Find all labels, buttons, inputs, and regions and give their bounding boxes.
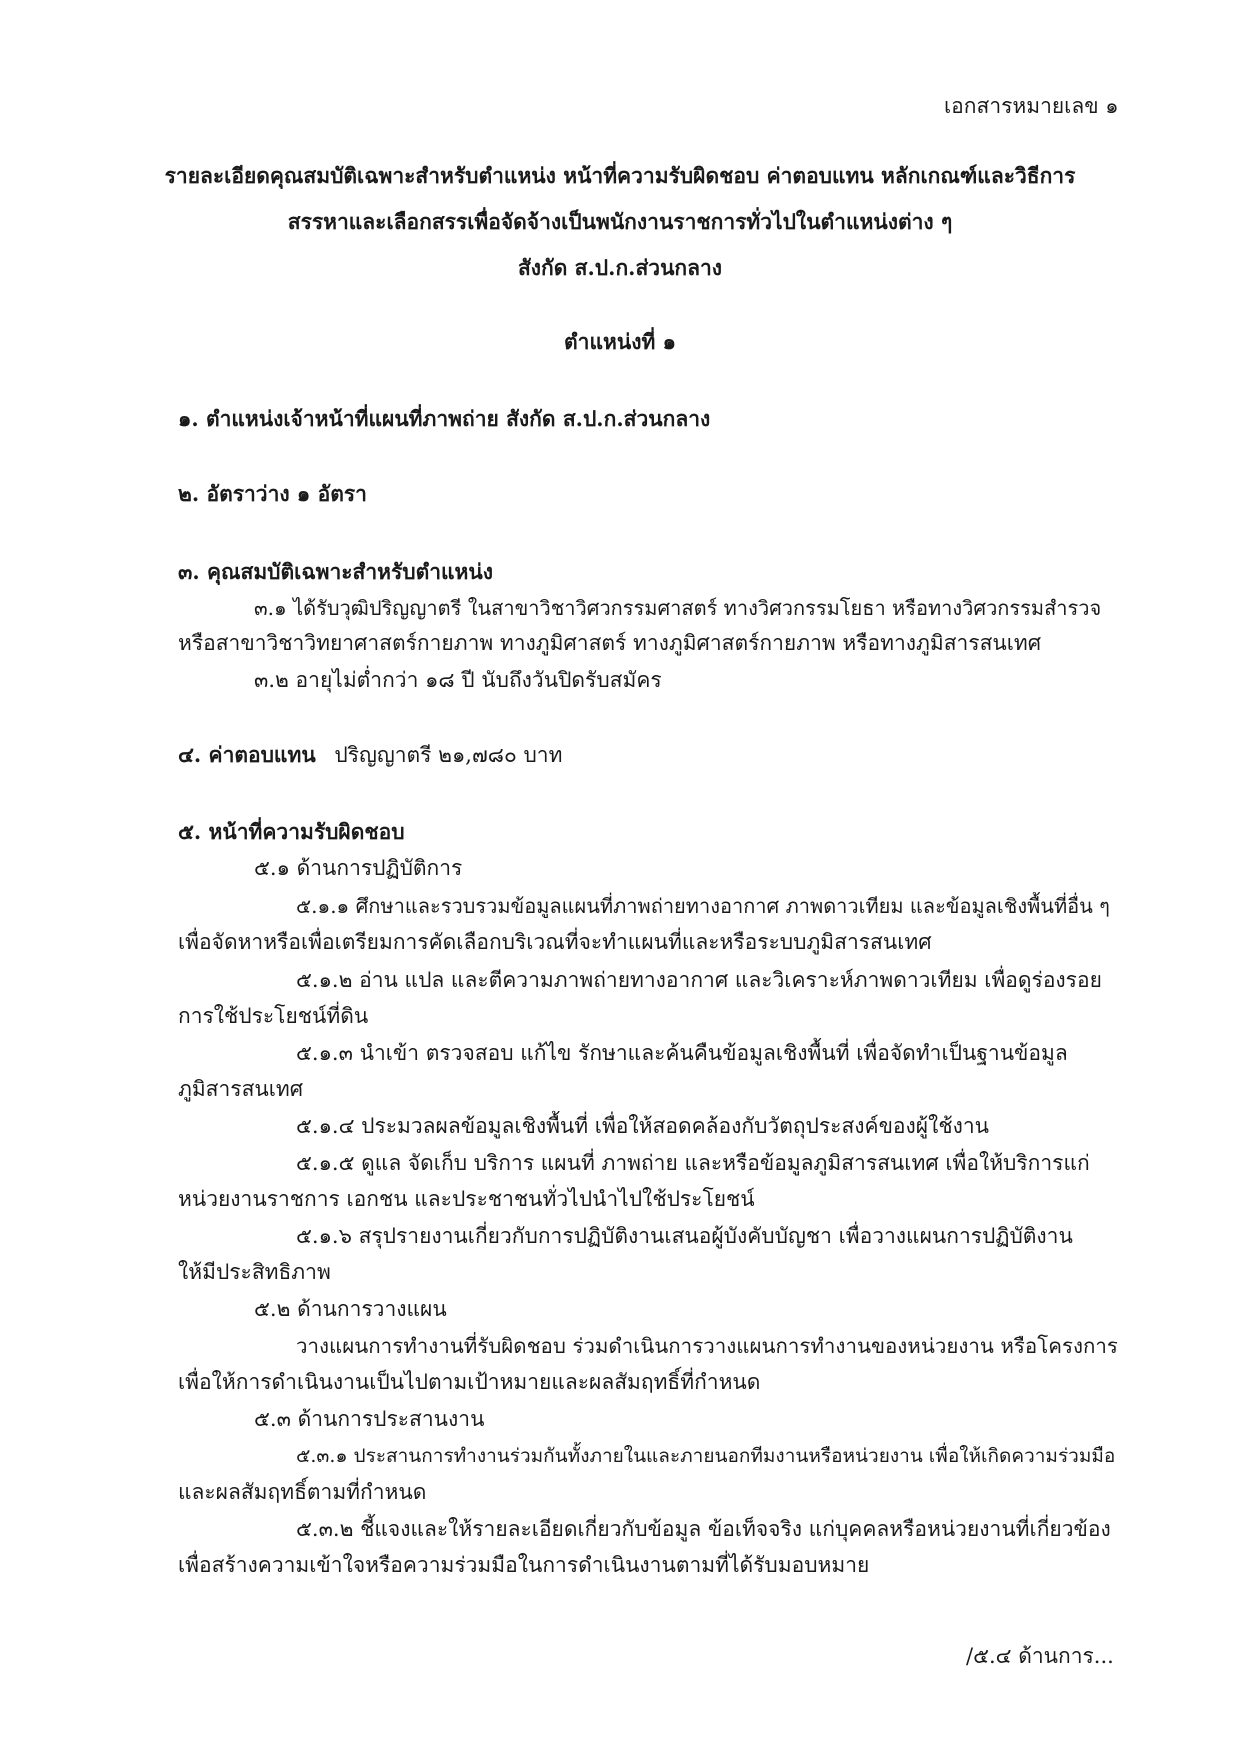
document-number: เอกสารหมายเลข ๑: [944, 94, 1119, 118]
item-5-1-6-line-1: ๕.๑.๖ สรุปรายงานเกี่ยวกับการปฏิบัติงานเสนอผู้บังคับบัญชา เพื่อวางแผนการปฏิบัติงาน: [296, 1224, 1073, 1248]
item-5-1-6-line-2: ให้มีประสิทธิภาพ: [178, 1260, 331, 1284]
section-1-position: ๑. ตำแหน่งเจ้าหน้าที่แผนที่ภาพถ่าย สังกัด ส.ป.ก.ส่วนกลาง: [178, 406, 711, 431]
planning-line-2: เพื่อให้การดำเนินงานเป็นไปตามเป้าหมายและผลสัมฤทธิ์ที่กำหนด: [178, 1370, 761, 1394]
section-4-value: ปริญญาตรี ๒๑,๗๘๐ บาท: [334, 743, 563, 767]
section-3-1-line-1: ๓.๑ ได้รับวุฒิปริญญาตรี ในสาขาวิชาวิศวกรรมศาสตร์ ทางวิศวกรรมโยธา หรือทางวิศวกรรมสำรวจ: [254, 596, 1102, 620]
position-heading: ตำแหน่งที่ ๑: [564, 329, 676, 354]
section-5-heading: ๕. หน้าที่ความรับผิดชอบ: [178, 819, 405, 844]
section-5-1-heading: ๕.๑ ด้านการปฏิบัติการ: [254, 856, 463, 880]
item-5-3-2-line-1: ๕.๓.๒ ชี้แจงและให้รายละเอียดเกี่ยวกับข้อมูล ข้อเท็จจริง แก่บุคคลหรือหน่วยงานที่เกี่ยวข้อง: [296, 1517, 1111, 1541]
item-5-1-1-line-1: ๕.๑.๑ ศึกษาและรวบรวมข้อมูลแผนที่ภาพถ่ายทางอากาศ ภาพดาวเทียม และข้อมูลเชิงพื้นที่อื่น ๆ: [296, 894, 1110, 918]
item-5-1-5-line-1: ๕.๑.๕ ดูแล จัดเก็บ บริการ แผนที่ ภาพถ่าย และหรือข้อมูลภูมิสารสนเทศ เพื่อให้บริการแก่: [296, 1151, 1090, 1175]
title-line-2: สรรหาและเลือกสรรเพื่อจัดจ้างเป็นพนักงานราชการทั่วไปในตำแหน่งต่าง ๆ: [287, 209, 953, 234]
item-5-1-5-line-2: หน่วยงานราชการ เอกชน และประชาชนทั่วไปนำไปใช้ประโยชน์: [178, 1187, 755, 1211]
continuation-marker: /๕.๔ ด้านการ...: [966, 1644, 1114, 1668]
section-4-label: ๔. ค่าตอบแทน: [178, 742, 316, 767]
section-5-3-heading: ๕.๓ ด้านการประสานงาน: [254, 1407, 485, 1431]
item-5-1-2-line-1: ๕.๑.๒ อ่าน แปล และตีความภาพถ่ายทางอากาศ และวิเคราะห์ภาพดาวเทียม เพื่อดูร่องรอย: [296, 968, 1102, 992]
section-3-2: ๓.๒ อายุไม่ต่ำกว่า ๑๘ ปี นับถึงวันปิดรับสมัคร: [254, 668, 662, 692]
section-3-heading: ๓. คุณสมบัติเฉพาะสำหรับตำแหน่ง: [178, 559, 494, 584]
title-line-1: รายละเอียดคุณสมบัติเฉพาะสำหรับตำแหน่ง หน้าที่ความรับผิดชอบ ค่าตอบแทน หลักเกณฑ์และวิธีการ: [164, 163, 1076, 188]
item-5-1-3-line-2: ภูมิสารสนเทศ: [178, 1077, 304, 1101]
section-5-2-heading: ๕.๒ ด้านการวางแผน: [254, 1297, 447, 1321]
section-4-compensation: [178, 741, 562, 769]
section-2-vacancy: ๒. อัตราว่าง ๑ อัตรา: [178, 481, 367, 506]
item-5-1-4: ๕.๑.๔ ประมวลผลข้อมูลเชิงพื้นที่ เพื่อให้สอดคล้องกับวัตถุประสงค์ของผู้ใช้งาน: [296, 1114, 989, 1138]
item-5-3-2-line-2: เพื่อสร้างความเข้าใจหรือความร่วมมือในการดำเนินงานตามที่ได้รับมอบหมาย: [178, 1553, 870, 1577]
item-5-3-1-line-1: ๕.๓.๑ ประสานการทำงานร่วมกันทั้งภายในและภายนอกทีมงานหรือหน่วยงาน เพื่อให้เกิดความร่วมมือ: [296, 1445, 1116, 1467]
title-line-3: สังกัด ส.ป.ก.ส่วนกลาง: [517, 255, 723, 280]
section-3-1-line-2: หรือสาขาวิชาวิทยาศาสตร์กายภาพ ทางภูมิศาสตร์ ทางภูมิศาสตร์กายภาพ หรือทางภูมิสารสนเทศ: [178, 631, 1042, 655]
item-5-1-3-line-1: ๕.๑.๓ นำเข้า ตรวจสอบ แก้ไข รักษาและค้นคืนข้อมูลเชิงพื้นที่ เพื่อจัดทำเป็นฐานข้อมูล: [296, 1041, 1068, 1065]
item-5-3-1-line-2: และผลสัมฤทธิ์ตามที่กำหนด: [178, 1480, 427, 1504]
item-5-1-2-line-2: การใช้ประโยชน์ที่ดิน: [178, 1004, 369, 1028]
planning-line-1: วางแผนการทำงานที่รับผิดชอบ ร่วมดำเนินการวางแผนการทำงานของหน่วยงาน หรือโครงการ: [296, 1334, 1118, 1358]
item-5-1-1-line-2: เพื่อจัดหาหรือเพื่อเตรียมการคัดเลือกบริเวณที่จะทำแผนที่และหรือระบบภูมิสารสนเทศ: [178, 930, 932, 954]
